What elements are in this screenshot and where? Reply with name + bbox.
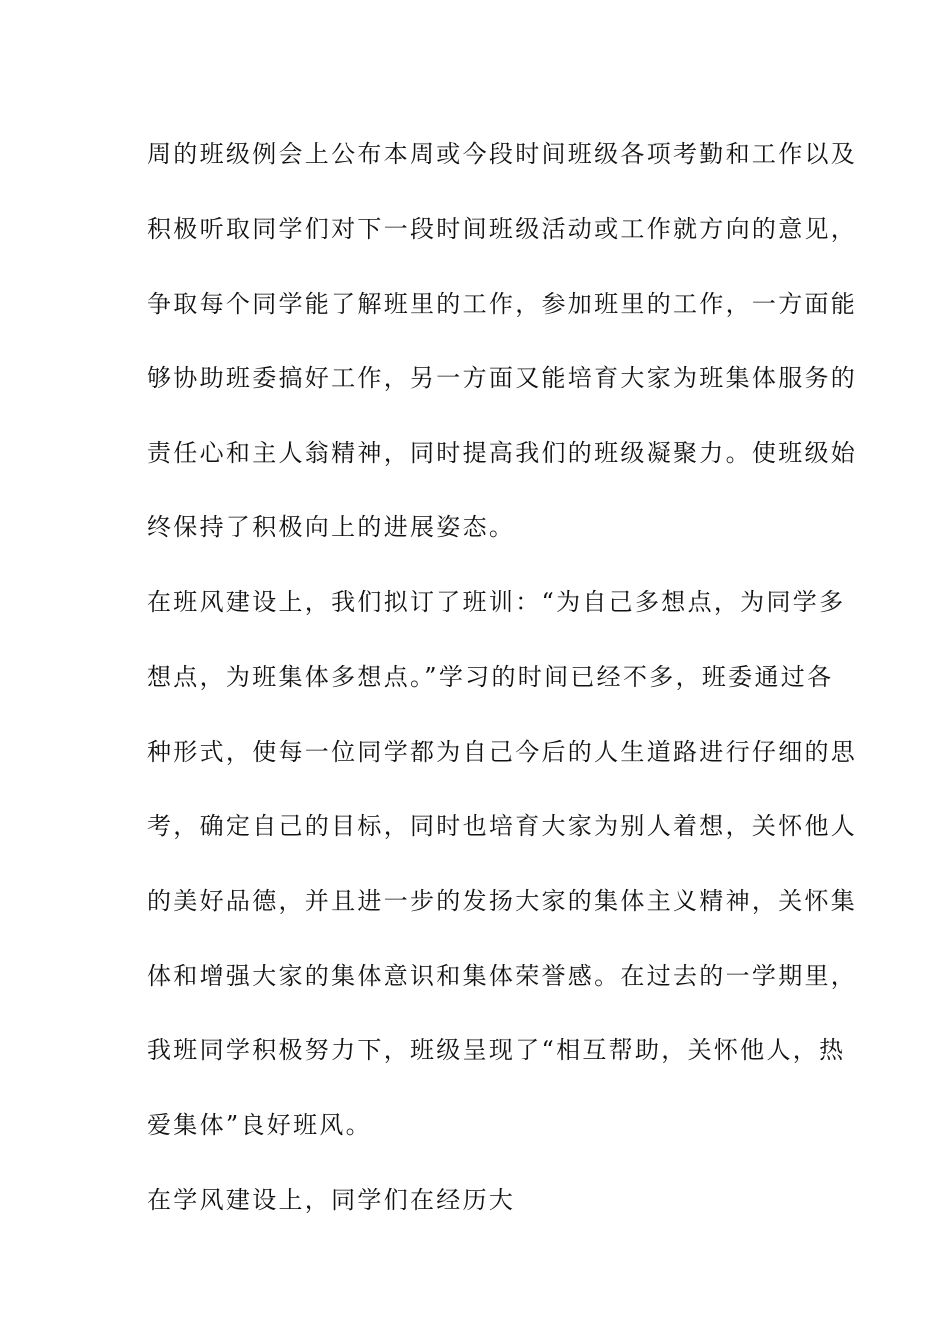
body-text-line: 的美好品德，并且进一步的发扬大家的集体主义精神，关怀集 — [147, 887, 858, 915]
body-text-line: 体和增强大家的集体意识和集体荣誉感。在过去的一学期里， — [147, 962, 858, 990]
body-text-line: 责任心和主人翁精神，同时提高我们的班级凝聚力。使班级始 — [147, 439, 858, 467]
body-text-line: 够协助班委搞好工作，另一方面又能培育大家为班集体服务的 — [147, 364, 858, 392]
body-text-line: 爱集体”良好班风。 — [147, 1111, 372, 1139]
body-text-line: 种形式，使每一位同学都为自己今后的人生道路进行仔细的思 — [147, 738, 858, 766]
body-text-line: 周的班级例会上公布本周或今段时间班级各项考勤和工作以及 — [147, 140, 858, 168]
body-text-line: 想点，为班集体多想点。”学习的时间已经不多，班委通过各 — [147, 663, 834, 691]
body-text-line: 在学风建设上，同学们在经历大 — [147, 1186, 516, 1214]
body-text-line: 争取每个同学能了解班里的工作，参加班里的工作，一方面能 — [147, 290, 858, 318]
body-text-line: 我班同学积极努力下，班级呈现了“相互帮助，关怀他人，热 — [147, 1036, 846, 1064]
body-text-line: 在班风建设上，我们拟订了班训：“为自己多想点，为同学多 — [147, 588, 846, 616]
body-text-line: 终保持了积极向上的进展姿态。 — [147, 513, 516, 541]
body-text-line: 积极听取同学们对下一段时间班级活动或工作就方向的意见， — [147, 215, 858, 243]
body-text-line: 考，确定自己的目标，同时也培育大家为别人着想，关怀他人 — [147, 812, 858, 840]
